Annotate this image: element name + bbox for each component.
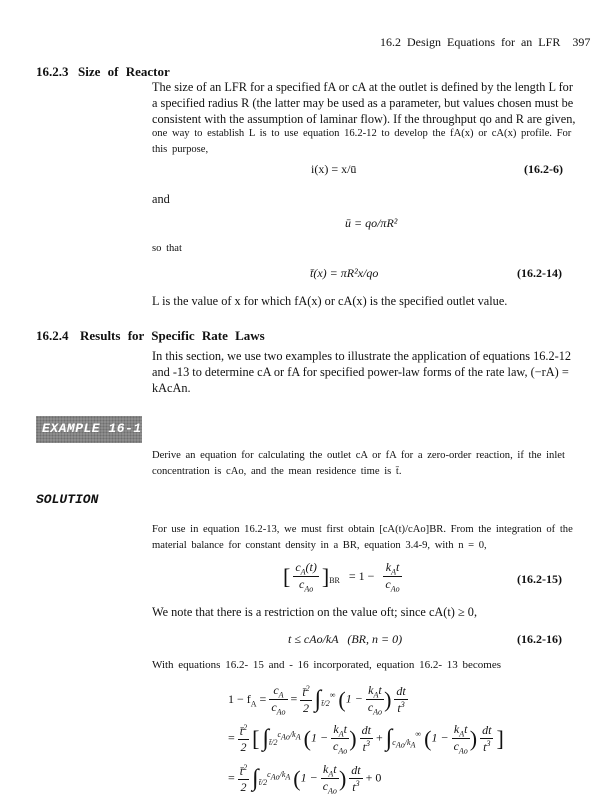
integral-sign: ∫ [314,686,322,713]
equation-number-16-2-6: (16.2-6) [524,162,563,176]
section-title-1624: Results for Specific Rate Laws [80,328,265,343]
deriv-frac-ca-cao: $\frac{c_A}{c_{Ao}}$ [271,683,286,717]
frac-num: $c_A(t)$ [295,560,317,577]
frac-num-2: $k_At$ [383,560,401,577]
equation-number-16-2-16: (16.2-16) [517,632,562,646]
section-number-1624: 16.2.4 [36,328,69,343]
equation-number-16-2-15: (16.2-15) [517,572,562,586]
running-header [380,35,590,50]
derivation-line-1: $1 - f_A$ = $\frac{c_A}{c_{Ao}}$ = $\frac{t̄^2}{2}$ $\int_{t̄/2}^\infty$ (1 − $\frac{k_At}{c_{Ao}}$ ) $\frac{dt}{t^3}$ [228,683,406,717]
header-page-number: 397 [572,35,591,49]
equation-mean-velocity: ū = qo/πR² [345,216,398,230]
solution-paragraph-1: For use in equation 16.2-13, we must first obtain [cA(t)/cAo]BR. From the integration of the material balance for constant density in a BR, equation 3.4-9, with n = 0, [152,524,573,551]
derivation-line-2: = $\frac{t̄^2}{2}$ [ $\int_{t̄/2}^{c_{Ao}/k_A}$ (1 − $\frac{k_At}{c_{Ao}}$ ) $\frac{dt}{t^3}$ + $\int_{c_{Ao}/k_A}^\infty$ (1 − $\frac{k_At}{c_{Ao}}$ ) $\frac{dt}{t^3}$ ] [228,722,504,756]
fraction-ca-over-cao [293,560,319,594]
example-label: EXAMPLE 16-1 [42,421,142,436]
bracket-open: [ [283,563,291,589]
section-title-1623: Size of Reactor [78,64,170,79]
equation-16-2-15: [ $\frac{c_A(t)}{c_{Ao}}$ ]$_{BR} = 1$ − $\frac{k_At}{c_{Ao}}$ [283,560,400,594]
section-1624-paragraph: In this section, we use two examples to illustrate the application of equations 16.2-12 and -13 to determine cA or fA for specified power-law forms of the rate law, (−rA) = kAcAn. [152,349,572,395]
fraction-kat-over-cao [383,560,401,594]
solution-label: SOLUTION [36,492,99,507]
section-number-1623: 16.2.3 [36,64,69,79]
equation-16-2-16: t ≤ cAo/kA (BR, n = 0) [288,632,403,646]
equation-number-16-2-14: (16.2-14) [517,266,562,280]
equation-16-2-6: i(x) = x/ū [311,162,357,176]
section-1623-paragraph-1: The size of an LFR for a specified fA or cA at the outlet is defined by the length L for a specified radius R (the latter may be used as a parameter, but values chosen must be consistent with the assumption of laminar flow). If the throughput qo and R are given, [152,80,576,126]
header-section-ref: 16.2 Design Equations for an LFR [380,35,561,49]
connector-so-that: so that [152,243,182,254]
example-label-box [36,416,142,443]
example-text: Derive an equation for calculating the outlet cA or fA for a zero-order reaction, if the inlet concentration is cAo, and the mean residence time is t̄. [152,450,565,477]
section-1623-paragraph-1b: one way to establish L is to use equation 16.2-12 to develop the fA(x) or cA(x) profile. For this purpose, [152,128,572,155]
equation-16-2-14: t̄(x) = πR²x/qo [310,266,379,280]
solution-paragraph-3: With equations 16.2- 15 and - 16 incorporated, equation 16.2- 13 becomes [152,659,502,671]
derivation-line-3: = $\frac{t̄^2}{2}$ $\int_{t̄/2}^{c_{Ao}/k_A}$ (1 − $\frac{k_At}{c_{Ao}}$ ) $\frac{dt}{t^3}$ + 0 [228,762,382,796]
frac-den-2: $c_{Ao}$ [385,577,400,594]
frac-den: $c_{Ao}$ [298,577,314,594]
section-1623-paragraph-2: L is the value of x for which fA(x) or cA(x) is the specified outlet value. [152,294,508,308]
connector-and: and [152,192,170,206]
solution-paragraph-2: We note that there is a restriction on the value oft; since cA(t) ≥ 0, [152,605,478,619]
bracket-close: ] [321,563,330,589]
